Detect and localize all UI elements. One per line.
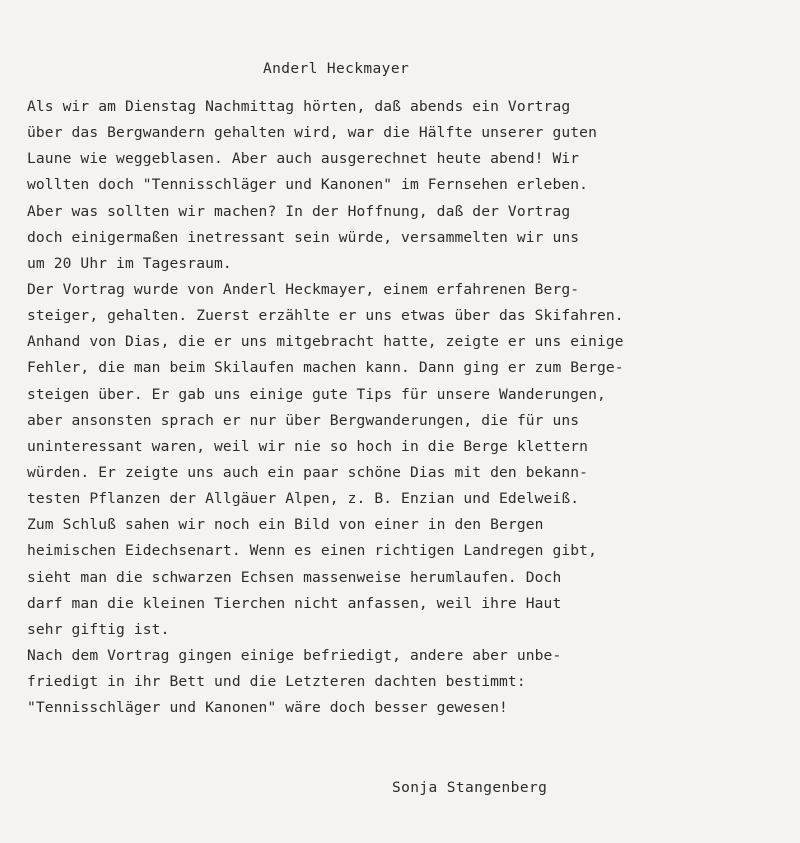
text-line: darf man die kleinen Tierchen nicht anfassen, weil ihre Haut: [27, 594, 562, 612]
text-line: testen Pflanzen der Allgäuer Alpen, z. B. Enzian und Edelweiß.: [27, 490, 580, 508]
text-line: würden. Er zeigte uns auch ein paar schöne Dias mit den bekann-: [27, 463, 589, 481]
text-line: Der Vortrag wurde von Anderl Heckmayer, einem erfahrenen Berg-: [27, 280, 580, 298]
document-title: Anderl Heckmayer: [263, 61, 410, 77]
text-line: "Tennisschläger und Kanonen" wäre doch besser gewesen!: [27, 699, 508, 717]
text-line: Nach dem Vortrag gingen einige befriedigt, andere aber unbe-: [27, 646, 562, 664]
text-line: sieht man die schwarzen Echsen massenweise herumlaufen. Doch: [27, 568, 562, 586]
text-line: heimischen Eidechsenart. Wenn es einen richtigen Landregen gibt,: [27, 542, 597, 560]
text-line: Zum Schluß sahen wir noch ein Bild von einer in den Bergen: [27, 516, 544, 534]
text-line: Fehler, die man beim Skilaufen machen kann. Dann ging er zum Berge-: [27, 359, 624, 377]
text-line: um 20 Uhr im Tagesraum.: [27, 254, 232, 272]
text-line: wollten doch "Tennisschläger und Kanonen" im Fernsehen erleben.: [27, 176, 589, 194]
body-text: [27, 94, 797, 721]
signature: Sonja Stangenberg: [392, 780, 548, 796]
text-line: steigen über. Er gab uns einige gute Tips für unsere Wanderungen,: [27, 385, 606, 403]
text-line: aber ansonsten sprach er nur über Bergwanderungen, die für uns: [27, 411, 580, 429]
text-line: Anhand von Dias, die er uns mitgebracht hatte, zeigte er uns einige: [27, 333, 624, 351]
text-line: friedigt in ihr Bett und die Letzteren dachten bestimmt:: [27, 673, 526, 691]
text-line: Als wir am Dienstag Nachmittag hörten, daß abends ein Vortrag: [27, 98, 571, 115]
text-line: Laune wie weggeblasen. Aber auch ausgerechnet heute abend! Wir: [27, 150, 580, 168]
text-line: über das Bergwandern gehalten wird, war die Hälfte unserer guten: [27, 124, 597, 142]
text-line: uninteressant waren, weil wir nie so hoch in die Berge klettern: [27, 437, 589, 455]
text-line: sehr giftig ist.: [27, 620, 170, 638]
text-line: Aber was sollten wir machen? In der Hoffnung, daß der Vortrag: [27, 202, 571, 220]
text-line: steiger, gehalten. Zuerst erzählte er uns etwas über das Skifahren.: [27, 307, 624, 325]
text-line: doch einigermaßen inetressant sein würde, versammelten wir uns: [27, 228, 580, 246]
